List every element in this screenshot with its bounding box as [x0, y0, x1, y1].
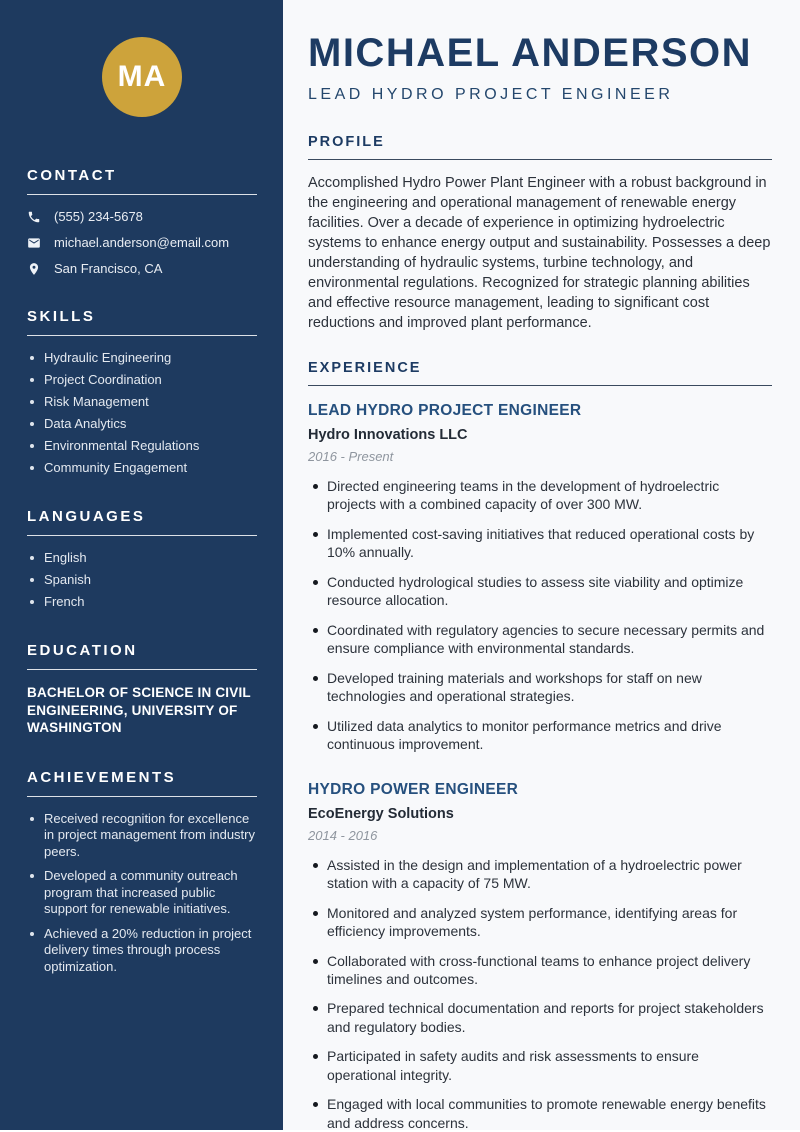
job-company: Hydro Innovations LLC [308, 427, 468, 443]
experience-heading: EXPERIENCE [308, 360, 772, 386]
job-bullet: Coordinated with regulatory agencies to secure necessary permits and ensure compliance with environmental standards. [308, 621, 772, 658]
achievements-section [27, 769, 257, 976]
main-content [283, 0, 800, 1130]
candidate-name: MICHAEL ANDERSON [308, 31, 753, 75]
job-bullet: Assisted in the design and implementation of a hydroelectric power station with a capacity of 75 MW. [308, 856, 772, 893]
education-degree: BACHELOR OF SCIENCE IN CIVIL ENGINEERING, UNIVERSITY OF WASHINGTON [27, 685, 251, 735]
skill-item: Community Engagement [27, 460, 257, 476]
job-bullet: Conducted hydrological studies to assess site viability and optimize resource allocation. [308, 573, 772, 610]
profile-text: Accomplished Hydro Power Plant Engineer with a robust background in the engineering and operational management of renewable energy facilities. Over a decade of experience in optimizing hydroelectric systems to enhance energy output and sustainability. Possesses a deep understanding of hydraulic systems, turbine technology, and environmental regulations. Recognized for strategic planning abilities and effective resource management, leading to significant cost reductions and improved plant performance. [308, 175, 771, 331]
languages-heading: LANGUAGES [27, 508, 257, 536]
language-item: Spanish [27, 572, 257, 588]
sidebar [0, 0, 283, 1130]
job-bullet: Directed engineering teams in the development of hydroelectric projects with a combined capacity of over 300 MW. [308, 477, 772, 514]
contact-phone-value: (555) 234-5678 [54, 209, 143, 224]
location-pin-icon [27, 262, 41, 276]
achievements-heading: ACHIEVEMENTS [27, 769, 257, 797]
contact-email-value: michael.anderson@email.com [54, 235, 230, 250]
phone-icon [27, 210, 41, 224]
job-company: EcoEnergy Solutions [308, 805, 454, 822]
skill-item: Hydraulic Engineering [27, 350, 257, 366]
job-entry [308, 402, 772, 754]
skill-item: Data Analytics [27, 416, 257, 432]
email-icon [27, 236, 41, 250]
job-dates: 2014 - 2016 [308, 827, 378, 843]
avatar-initials: MA [117, 60, 167, 93]
contact-heading: CONTACT [27, 167, 257, 195]
job-title: HYDRO POWER ENGINEER [308, 780, 519, 798]
languages-list [27, 550, 257, 610]
experience-section [308, 360, 772, 1132]
job-bullet: Utilized data analytics to monitor performance metrics and drive continuous improvement. [308, 717, 772, 754]
avatar [102, 37, 182, 117]
job-bullet: Collaborated with cross-functional teams to enhance project delivery timelines and outcomes. [308, 952, 772, 989]
achievements-list [27, 811, 257, 976]
profile-heading: PROFILE [308, 134, 772, 160]
job-bullet: Participated in safety audits and risk assessments to ensure operational integrity. [308, 1047, 772, 1084]
education-heading: EDUCATION [27, 642, 257, 670]
skill-item: Project Coordination [27, 372, 257, 388]
skills-section [27, 308, 257, 476]
candidate-job-title: LEAD HYDRO PROJECT ENGINEER [308, 86, 674, 103]
job-bullet: Engaged with local communities to promote renewable energy benefits and address concerns. [308, 1095, 772, 1132]
achievement-item: Achieved a 20% reduction in project delivery times through process optimization. [27, 926, 257, 976]
job-title: LEAD HYDRO PROJECT ENGINEER [308, 402, 582, 419]
contact-location-value: San Francisco, CA [54, 261, 163, 276]
contact-phone-row [27, 209, 257, 224]
skills-heading: SKILLS [27, 308, 257, 336]
language-item: English [27, 550, 257, 566]
skills-list [27, 350, 257, 476]
language-item: French [27, 594, 257, 610]
skill-item: Risk Management [27, 394, 257, 410]
job-bullet: Prepared technical documentation and reports for project stakeholders and regulatory bodies. [308, 999, 772, 1036]
achievement-item: Received recognition for excellence in project management from industry peers. [27, 811, 257, 861]
skill-item: Environmental Regulations [27, 438, 257, 454]
achievement-item: Developed a community outreach program that increased public support for renewable initiatives. [27, 868, 257, 918]
contact-location-row [27, 261, 257, 276]
languages-section [27, 508, 257, 610]
job-dates: 2016 - Present [308, 449, 394, 464]
job-bullet-list [308, 477, 772, 754]
job-bullet: Implemented cost-saving initiatives that reduced operational costs by 10% annually. [308, 525, 772, 562]
education-section [27, 642, 257, 737]
job-bullet-list [308, 856, 772, 1132]
profile-section [308, 134, 772, 333]
contact-email-row [27, 235, 257, 250]
job-bullet: Developed training materials and workshops for staff on new technologies and operational strategies. [308, 669, 772, 706]
contact-section [27, 167, 257, 276]
job-entry [308, 781, 772, 1132]
job-bullet: Monitored and analyzed system performance, identifying areas for efficiency improvements. [308, 904, 772, 941]
